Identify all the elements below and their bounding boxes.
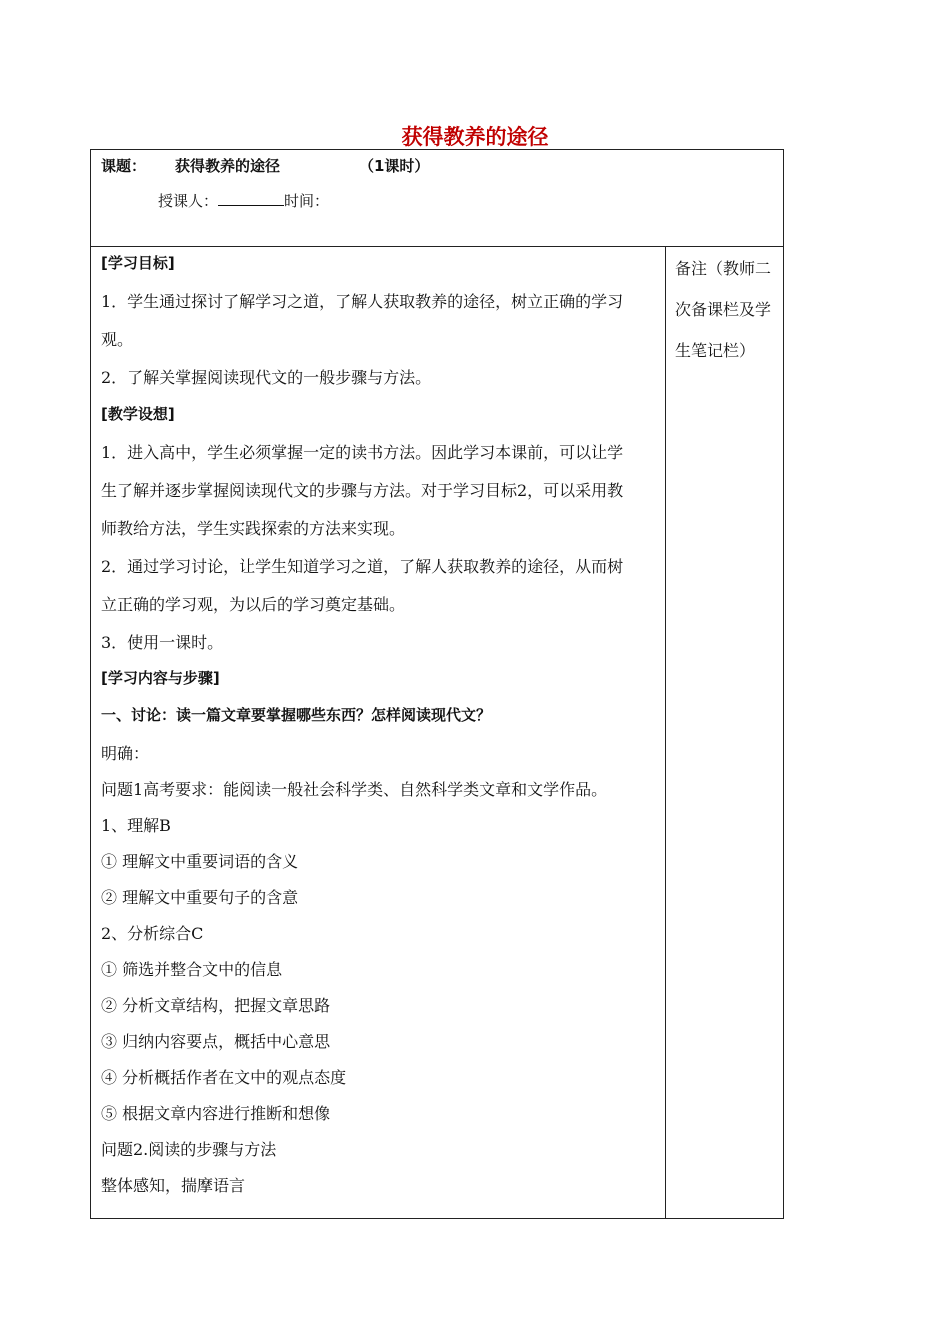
teacher-row [158, 190, 329, 211]
teacher-blank [218, 190, 284, 206]
body-line: 整体感知，揣摩语言 [101, 1176, 246, 1195]
teacher-label: 授课人： [158, 192, 219, 210]
body-line: ④ 分析概括作者在文中的观点态度 [101, 1068, 347, 1087]
time-label: 时间： [284, 192, 330, 210]
body-line: 师教给方法，学生实践探索的方法来实现。 [101, 519, 406, 538]
body-line: ① 理解文中重要词语的含义 [101, 852, 299, 871]
document-title: 获得教养的途径 [401, 125, 549, 149]
body-line: 3．使用一课时。 [101, 633, 224, 652]
body-line: 问题1高考要求：能阅读一般社会科学类、自然科学类文章和文学作品。 [101, 780, 608, 799]
body-line: ⑤ 根据文章内容进行推断和想像 [101, 1104, 331, 1123]
section-heading: [教学设想] [101, 405, 175, 423]
body-line: 观。 [101, 330, 134, 349]
lesson-plan-table [90, 149, 784, 1219]
section-heading: [学习内容与步骤] [101, 669, 220, 687]
body-line: 生了解并逐步掌握阅读现代文的步骤与方法。对于学习目标2，可以采用教 [101, 481, 624, 500]
notes-column: 备注（教师二次备课栏及学生笔记栏） [675, 259, 772, 360]
body-line: ② 分析文章结构，把握文章思路 [101, 996, 331, 1015]
body-line: 明确： [101, 744, 150, 763]
body-line: 1．学生通过探讨了解学习之道，了解人获取教养的途径，树立正确的学习 [101, 292, 624, 311]
body-line: ③ 归纳内容要点，概括中心意思 [101, 1032, 331, 1051]
body-line: ① 筛选并整合文中的信息 [101, 960, 283, 979]
body-line: 立正确的学习观，为以后的学习奠定基础。 [101, 595, 406, 614]
body-line: ② 理解文中重要句子的含意 [101, 888, 299, 907]
body-line: 问题2.阅读的步骤与方法 [101, 1140, 277, 1159]
body-line: 1、理解B [101, 816, 171, 835]
section-heading: 一、讨论：读一篇文章要掌握哪些东西？怎样阅读现代文？ [101, 706, 492, 724]
body-line: 1．进入高中，学生必须掌握一定的读书方法。因此学习本课前，可以让学 [101, 443, 624, 462]
section-heading: [学习目标] [101, 254, 175, 272]
column-divider [665, 246, 666, 1218]
body-line: 2、分析综合C [101, 924, 204, 943]
topic-label: 课题： [101, 157, 147, 175]
lesson-hours: （1课时） [359, 157, 430, 175]
body-line: 2．通过学习讨论，让学生知道学习之道，了解人获取教养的途径，从而树 [101, 557, 624, 576]
lesson-header [91, 150, 783, 247]
topic-title: 获得教养的途径 [175, 157, 281, 175]
body-line: 2．了解关掌握阅读现代文的一般步骤与方法。 [101, 368, 432, 387]
